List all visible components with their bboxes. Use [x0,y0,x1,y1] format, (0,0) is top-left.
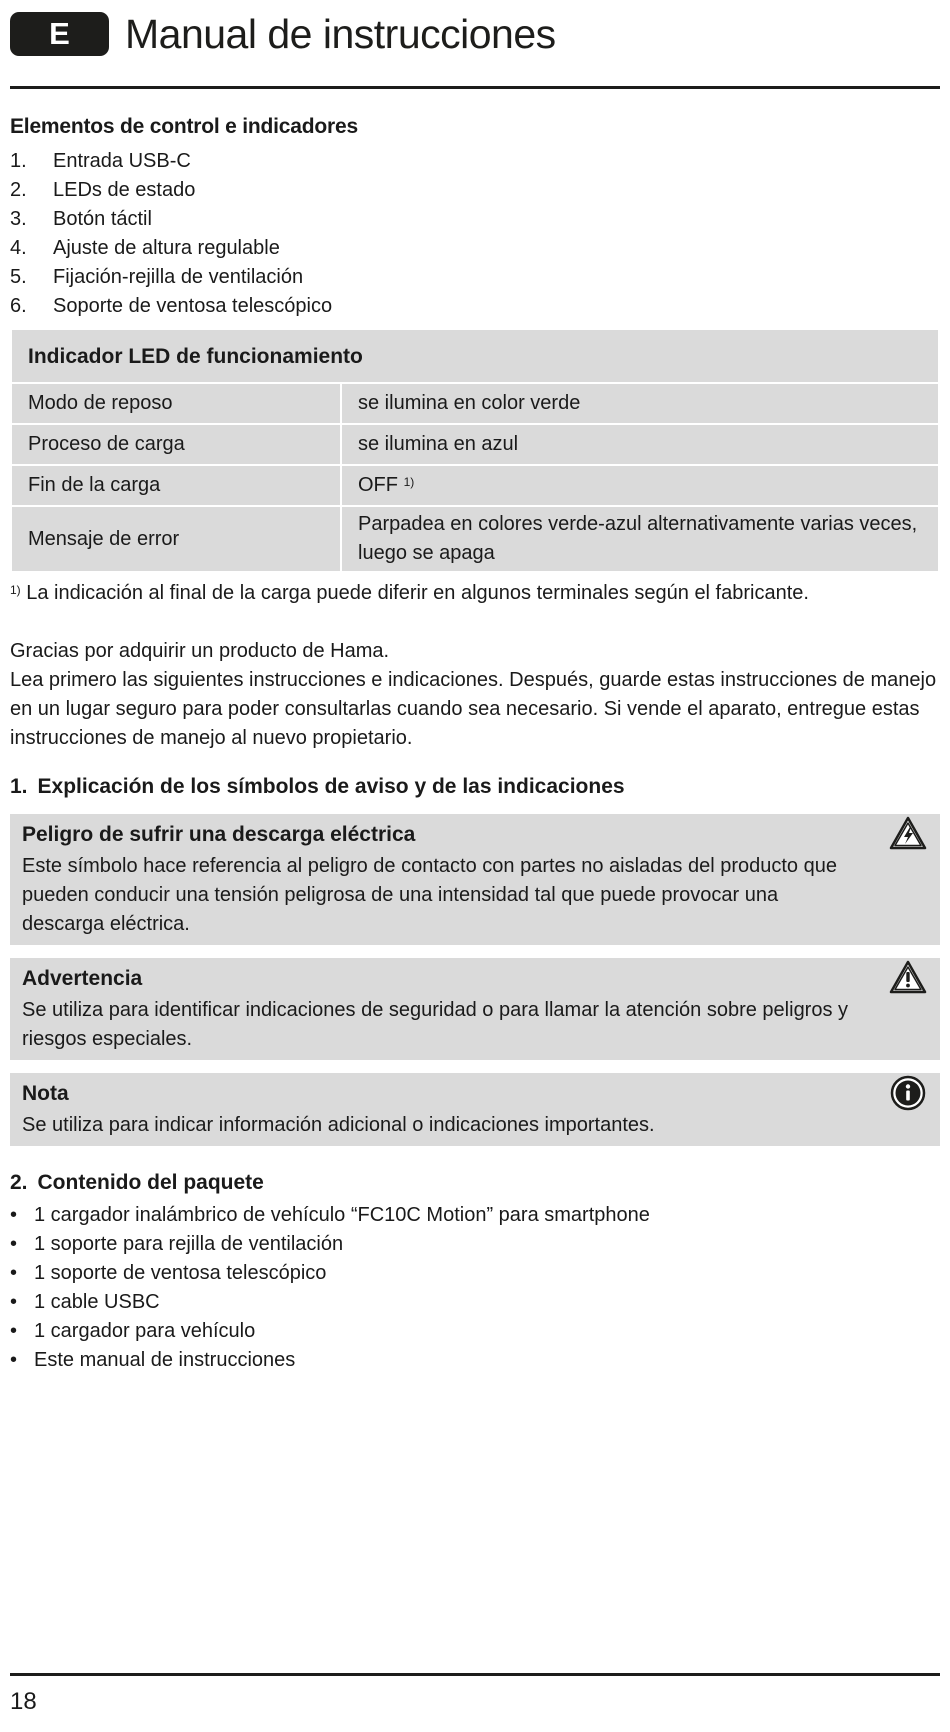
page-title: Manual de instrucciones [125,10,556,57]
section-title: Explicación de los símbolos de aviso y de las indicaciones [37,775,625,798]
section2-heading [10,1168,940,1197]
item-text: 1 soporte para rejilla de ventilación [34,1233,344,1255]
package-contents-list [10,1201,940,1375]
table-footnote [10,579,940,608]
table-row [11,424,939,465]
notice-text: Se utiliza para identificar indicaciones de seguridad o para llamar la atención sobre peligros y riesgos especiales. [22,999,849,1050]
item-text: 1 cargador inalámbrico de vehículo “FC10C Motion” para smartphone [34,1204,650,1226]
table-row [11,465,939,506]
item-text: Botón táctil [53,208,152,230]
item-text: Entrada USB-C [53,150,191,172]
list-item [10,176,940,205]
info-icon [888,1073,928,1113]
page-number: 18 [10,1688,37,1715]
state-cell: Mensaje de error [11,506,341,572]
intro-paragraph: Lea primero las siguientes instrucciones e indicaciones. Después, guarde estas instrucciones de manejo en un lugar seguro para poder consultarlas cuando sea necesario. Si vende el aparato, entregue estas instrucciones de manejo al nuevo propietario. [10,669,937,749]
section-title: Contenido del paquete [37,1171,264,1194]
item-number: 1. [10,150,27,172]
state-cell: Proceso de carga [11,424,341,465]
electric-hazard-icon [888,814,928,854]
list-item: • 1 cable USBC [10,1288,940,1317]
list-item: • 1 soporte de ventosa telescópico [10,1259,940,1288]
indication-cell: Parpadea en colores verde-azul alternativamente varias veces, luego se apaga [341,506,939,572]
notice-text: Este símbolo hace referencia al peligro de contacto con partes no aisladas del producto que pueden conducir una tensión peligrosa de una intensidad tal que puede provocar una descarga eléctrica. [22,855,837,935]
section-number: 2. [10,1171,28,1194]
item-text: Ajuste de altura regulable [53,237,280,259]
notice-box-warning [10,958,940,1060]
table-title: Indicador LED de funcionamiento [11,329,939,383]
item-text: LEDs de estado [53,179,196,201]
list-item [10,205,940,234]
notice-box-note [10,1073,940,1146]
list-item: • 1 cargador para vehículo [10,1317,940,1346]
led-status-table [10,328,940,573]
section1-heading [10,772,940,801]
item-text: 1 cable USBC [34,1291,160,1313]
indication-cell [341,465,939,506]
section-number: 1. [10,775,28,798]
table-row [11,506,939,572]
notice-title: Nota [22,1082,69,1105]
list-item [10,147,940,176]
item-text: Fijación-rejilla de ventilación [53,266,304,288]
item-number: 5. [10,266,27,288]
intro-text [10,637,940,753]
page-header [10,10,556,58]
notice-box-electric [10,814,940,945]
indication-cell: se ilumina en color verde [341,383,939,424]
item-text: 1 soporte de ventosa telescópico [34,1262,327,1284]
language-badge: E [10,12,109,56]
footnote-mark: 1) [403,475,415,489]
item-number: 6. [10,295,27,317]
list-item: • Este manual de instrucciones [10,1346,940,1375]
item-text: Este manual de instrucciones [34,1349,296,1371]
list-item [10,292,940,321]
warning-icon [888,958,928,998]
notice-title: Advertencia [22,967,143,990]
footnote-mark: 1) [10,583,21,597]
item-number: 4. [10,237,27,259]
list-item [10,263,940,292]
notice-title: Peligro de sufrir una descarga eléctrica [22,823,416,846]
controls-heading: Elementos de control e indicadores [10,115,358,138]
footer-divider [10,1673,940,1676]
footnote-text: La indicación al final de la carga puede diferir en algunos terminales según el fabricante. [26,582,809,604]
state-cell: Modo de reposo [11,383,341,424]
item-number: 3. [10,208,27,230]
list-item [10,234,940,263]
indication-text: OFF [358,474,398,496]
list-item: • 1 cargador inalámbrico de vehículo “FC10C Motion” para smartphone [10,1201,940,1230]
intro-line: Gracias por adquirir un producto de Hama. [10,640,390,662]
item-text: 1 cargador para vehículo [34,1320,256,1342]
table-header-row [11,329,939,383]
controls-list [10,147,940,321]
main-content [10,112,940,1375]
item-number: 2. [10,179,27,201]
header-divider [10,86,940,89]
table-row [11,383,939,424]
state-cell: Fin de la carga [11,465,341,506]
notice-text: Se utiliza para indicar información adicional o indicaciones importantes. [22,1114,655,1136]
item-text: Soporte de ventosa telescópico [53,295,333,317]
list-item: • 1 soporte para rejilla de ventilación [10,1230,940,1259]
indication-cell: se ilumina en azul [341,424,939,465]
